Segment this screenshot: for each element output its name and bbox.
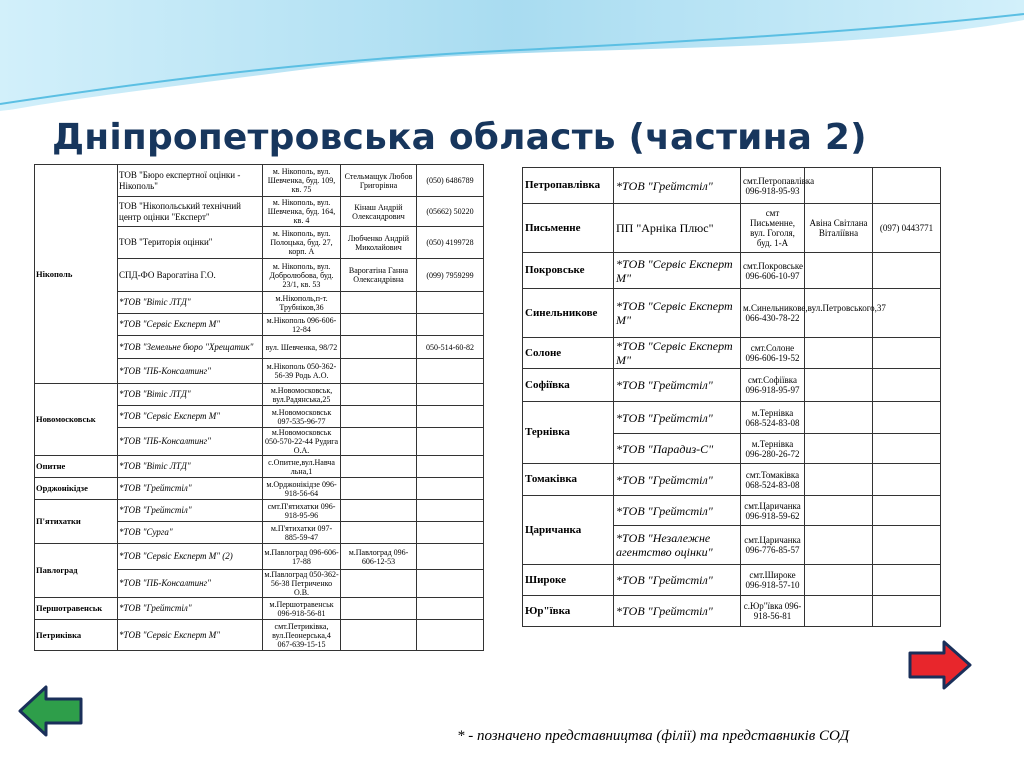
org-cell: ТОВ "Бюро експертної оцінки - Нікополь" (118, 165, 263, 197)
table-row (523, 338, 941, 369)
contact-person-cell: Стельмащук Любов Григорівна (341, 165, 417, 197)
contact-person-cell (341, 620, 417, 651)
org-cell: *ТОВ "ПБ-Консалтинг" (118, 428, 263, 456)
table-row (35, 456, 484, 478)
address-cell: смт.Царичанка 096-918-59-62 (741, 496, 805, 526)
city-cell: Першотравенськ (35, 598, 118, 620)
org-cell: ТОВ "Територія оцінки" (118, 227, 263, 259)
contact-person-cell (805, 496, 873, 526)
phone-cell (417, 570, 484, 598)
org-cell: *ТОВ "Сурга" (118, 522, 263, 544)
contact-person-cell: Кінаш Андрій Олександрович (341, 197, 417, 227)
org-cell: *ТОВ "Сервіс Експерт М" (118, 314, 263, 336)
address-cell: м.Павлоград 050-362-56-38 Петриченко О.В. (264, 570, 339, 597)
phone-cell (417, 456, 484, 478)
table-row (35, 165, 484, 197)
phone-cell (417, 544, 484, 570)
address-cell: м.П'ятихатки 097-885-59-47 (263, 522, 341, 544)
city-cell: Томаківка (523, 464, 614, 496)
city-cell: Юр"ївка (523, 596, 614, 627)
table-row (523, 402, 941, 434)
header-wave-decoration (0, 0, 1024, 120)
table-row (523, 253, 941, 289)
contact-person-cell: Варогатіна Ганна Олександрівна (341, 259, 417, 292)
slide-title: Дніпропетровська область (частина 2) (52, 117, 867, 158)
address-cell: м.Нікополь,п-т. Трубніков,36 (263, 292, 341, 314)
address-cell: смт.Солоне 096-606-19-52 (741, 338, 805, 369)
org-cell: *ТОВ "ПБ-Консалтинг" (118, 359, 263, 384)
org-cell: *ТОВ "Грейтстіл" (614, 565, 741, 596)
org-cell: *ТОВ "Сервіс Експерт М" (118, 406, 263, 428)
address-cell: м.Нікополь 096-606-12-84 (263, 314, 341, 336)
contact-person-cell (341, 456, 417, 478)
contact-person-cell (805, 464, 873, 496)
phone-cell (873, 464, 941, 496)
contact-person-cell (341, 359, 417, 384)
address-cell: м.Першотравенськ 096-918-56-81 (263, 598, 341, 620)
city-cell: Покровське (523, 253, 614, 289)
phone-cell (873, 526, 941, 565)
contact-person-cell: Авіна Світлана Віталіївна (805, 204, 873, 253)
contact-person-cell (341, 478, 417, 500)
contact-person-cell (341, 522, 417, 544)
city-cell: Петропавлівка (523, 168, 614, 204)
address-cell: смт.П'ятихатки 096-918-95-96 (263, 500, 341, 522)
org-cell: ТОВ "Нікопольський технічний центр оцінки "Експерт" (118, 197, 263, 227)
org-cell: *ТОВ "Вітіс ЛТД" (118, 292, 263, 314)
table-row (523, 369, 941, 402)
address-cell: м.Новомосковськ, вул.Радянська,25 (263, 384, 341, 406)
table-row (35, 544, 484, 570)
org-cell: *ТОВ "Грейтстіл" (614, 464, 741, 496)
contact-person-cell (805, 402, 873, 434)
registry-table-left (34, 164, 484, 651)
address-cell: смт.Царичанка 096-776-85-57 (741, 526, 805, 565)
city-cell: Нікополь (35, 165, 118, 384)
phone-cell (873, 369, 941, 402)
phone-cell (417, 522, 484, 544)
phone-cell (873, 289, 941, 338)
table-row (35, 500, 484, 522)
city-cell: Синельникове (523, 289, 614, 338)
contact-person-cell (805, 596, 873, 627)
address-cell: м. Нікополь, вул. Шевченка, буд. 109, кв. 75 (263, 165, 341, 197)
phone-cell (417, 478, 484, 500)
forward-button[interactable] (908, 640, 972, 690)
address-cell: м.Новомосковськ 050-570-22-44 Рудига О.А. (263, 428, 341, 456)
phone-cell (417, 406, 484, 428)
contact-person-cell (341, 314, 417, 336)
city-cell: Тернівка (523, 402, 614, 464)
phone-cell (417, 314, 484, 336)
phone-cell (873, 565, 941, 596)
table-row (35, 478, 484, 500)
city-cell: Письменне (523, 204, 614, 253)
table-row (523, 565, 941, 596)
address-cell: смт.Покровське 096-606-10-97 (741, 253, 805, 289)
address-cell: вул. Шевченка, 98/72 (263, 336, 341, 359)
org-cell: *ТОВ "Грейтстіл" (614, 402, 741, 434)
city-cell: Опитне (35, 456, 118, 478)
address-cell: с.Опитне,вул.Навча льна,1 (263, 456, 341, 478)
address-cell: м. Нікополь, вул. Добролюбова, буд. 23/1, кв. 53 (263, 259, 341, 292)
org-cell: *ТОВ "Грейтстіл" (614, 496, 741, 526)
table-row (523, 168, 941, 204)
phone-cell (873, 496, 941, 526)
address-cell: м.Синельникове,вул.Петровського,37 066-430-78-22 (741, 289, 805, 338)
contact-person-cell (805, 369, 873, 402)
phone-cell (417, 500, 484, 522)
contact-person-cell (805, 526, 873, 565)
address-cell: м.Тернівка 096-280-26-72 (741, 434, 805, 464)
contact-person-cell (341, 336, 417, 359)
org-cell: *ТОВ "Вітіс ЛТД" (118, 384, 263, 406)
footnote: * - позначено представництва (філії) та представників СОД (457, 728, 850, 744)
phone-cell: (050) 6486789 (417, 165, 484, 197)
org-cell: ПП "Арніка Плюс" (614, 204, 741, 253)
contact-person-cell (805, 565, 873, 596)
org-cell: СПД-ФО Варогатіна Г.О. (118, 259, 263, 292)
city-cell: Царичанка (523, 496, 614, 565)
phone-cell: (05662) 50220 (417, 197, 484, 227)
phone-cell (873, 434, 941, 464)
phone-cell: 050-514-60-82 (417, 336, 484, 359)
org-cell: *ТОВ "Сервіс Експерт М" (614, 289, 741, 338)
table-row (523, 496, 941, 526)
table-row (35, 620, 484, 651)
phone-cell: (050) 4199728 (417, 227, 484, 259)
contact-person-cell (341, 292, 417, 314)
phone-cell (417, 620, 484, 651)
address-cell: смт Письменне, вул. Гоголя, буд. 1-А (741, 204, 805, 253)
org-cell: *ТОВ "Грейтстіл" (118, 478, 263, 500)
phone-cell (873, 253, 941, 289)
org-cell: *ТОВ "Земельне бюро "Хрещатик" (118, 336, 263, 359)
org-cell: *ТОВ "Сервіс Експерт М" (614, 253, 741, 289)
address-cell: м. Нікополь, вул. Шевченка, буд. 164, кв. 4 (263, 197, 341, 227)
city-cell: Павлоград (35, 544, 118, 598)
org-cell: *ТОВ "Парадиз-С" (614, 434, 741, 464)
address-cell: м.Тернівка 068-524-83-08 (741, 402, 805, 434)
city-cell: Широке (523, 565, 614, 596)
table-row (523, 289, 941, 338)
org-cell: *ТОВ "Грейтстіл" (118, 598, 263, 620)
city-cell: Солоне (523, 338, 614, 369)
city-cell: Орджонікідзе (35, 478, 118, 500)
address-cell: смт.Петропавлівка 096-918-95-93 (741, 168, 805, 204)
address-cell: смт.Широке 096-918-57-10 (741, 565, 805, 596)
contact-person-cell (805, 253, 873, 289)
phone-cell (417, 292, 484, 314)
phone-cell (417, 428, 484, 456)
table-row (35, 598, 484, 620)
contact-person-cell (805, 434, 873, 464)
city-cell: Петриківка (35, 620, 118, 651)
org-cell: *ТОВ "Грейтстіл" (118, 500, 263, 522)
phone-cell (873, 168, 941, 204)
table-row (523, 204, 941, 253)
address-cell: смт.Петриківка, вул.Пеонерська,4 067-639-15-15 (263, 620, 341, 651)
contact-person-cell (341, 384, 417, 406)
contact-person-cell (341, 598, 417, 620)
address-cell: смт.Софіївка 096-918-95-97 (741, 369, 805, 402)
city-cell: Софіївка (523, 369, 614, 402)
contact-person-cell (341, 428, 417, 456)
arrow-right-icon (910, 642, 970, 688)
address-cell: м. Нікополь, вул. Полоцька, буд. 27, корп. А (263, 227, 341, 259)
org-cell: *ТОВ "Вітіс ЛТД" (118, 456, 263, 478)
org-cell: *ТОВ "Грейтстіл" (614, 596, 741, 627)
phone-cell (417, 384, 484, 406)
back-button[interactable] (18, 684, 84, 738)
city-cell: П'ятихатки (35, 500, 118, 544)
contact-person-cell (805, 338, 873, 369)
contact-person-cell (341, 406, 417, 428)
phone-cell (417, 598, 484, 620)
table-row (523, 596, 941, 627)
phone-cell: (097) 0443771 (873, 204, 941, 253)
address-cell: м.Новомосковськ 097-535-96-77 (263, 406, 341, 428)
contact-person-cell (341, 570, 417, 598)
phone-cell: (099) 7959299 (417, 259, 484, 292)
org-cell: *ТОВ "Незалежне агентство оцінки" (614, 526, 741, 565)
contact-person-cell: м.Павлоград 096-606-12-53 (341, 544, 417, 570)
registry-table-right (522, 167, 941, 627)
address-cell: м.Павлоград 096-606-17-88 (263, 544, 341, 570)
address-cell: смт.Томаківка 068-524-83-08 (741, 464, 805, 496)
arrow-left-icon (20, 687, 81, 735)
address-cell: с.Юр"ївка 096-918-56-81 (741, 596, 805, 627)
table-row (35, 384, 484, 406)
phone-cell (873, 596, 941, 627)
org-cell: *ТОВ "Сервіс Експерт М" (614, 338, 741, 369)
contact-person-cell (341, 500, 417, 522)
org-cell: *ТОВ "Сервіс Експерт М" (118, 620, 263, 651)
city-cell: Новомосковськ (35, 384, 118, 456)
org-cell: *ТОВ "ПБ-Консалтинг" (118, 570, 263, 598)
contact-person-cell (805, 168, 873, 204)
org-cell: *ТОВ "Грейтстіл" (614, 369, 741, 402)
org-cell: *ТОВ "Сервіс Експерт М" (2) (118, 544, 263, 570)
address-cell: м.Орджонікідзе 096-918-56-64 (263, 478, 341, 500)
contact-person-cell (805, 289, 873, 338)
phone-cell (873, 338, 941, 369)
address-cell: м.Нікополь 050-362-56-39 Родь А.О. (263, 359, 341, 384)
table-row (523, 464, 941, 496)
contact-person-cell: Любченко Андрій Миколайович (341, 227, 417, 259)
phone-cell (873, 402, 941, 434)
phone-cell (417, 359, 484, 384)
org-cell: *ТОВ "Грейтстіл" (614, 168, 741, 204)
